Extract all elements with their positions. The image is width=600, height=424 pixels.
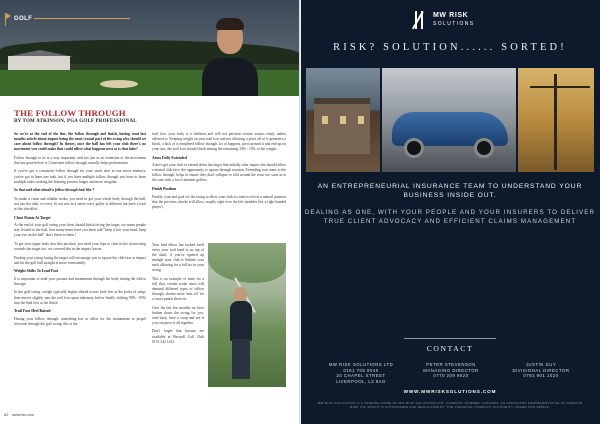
ad-photo-strip [306, 68, 594, 172]
article-paragraph: Follow through to us is a very important, and not just as an extension of the movement that has gone before it. Consistent follow through actually helps performance. [14, 155, 146, 165]
article-byline: BY TOM ATKINSON, PGA GOLF PROFESSIONAL [14, 119, 137, 124]
article-column-1 [14, 132, 146, 330]
golfer-legs [232, 339, 250, 379]
contact-line: JUSTIN GUY [525, 362, 557, 367]
author-portrait [200, 12, 260, 96]
golfer-body [230, 301, 252, 341]
article-paragraph: Your lead elbow has tucked itself every your trail hand is on top of the shaft, if you've opened up enough your club is behind your neck allowing for a full arc in your swing. [152, 243, 204, 273]
contact-line: LIVERPOOL, L3 9AG [336, 378, 386, 384]
contact-line: 0792 901 1020 [523, 373, 559, 379]
article-paragraph: Finding your swing facing the target will encourage you to square the club face at impact and hit the golf ball straight is more consistently. [14, 255, 146, 265]
contact-managing-director [408, 362, 494, 379]
building-photo [306, 68, 380, 172]
contact-line: 0770 209 9620 [433, 373, 469, 379]
building-window [358, 116, 364, 124]
author-jacket [202, 58, 258, 96]
bunker [100, 80, 138, 88]
page-gutter [299, 0, 301, 424]
article-column-2 [152, 132, 286, 213]
car-photo [382, 68, 516, 172]
page-footer-site: www.fw.com [12, 412, 35, 417]
article-paragraph: trail foot, your body is a skeleton and will not perform certain actions easily unless allowed to. Keeping weight on your trail foot and not allowing a pivot off of it generates a block, a lack of a completed follow through, lot of happens, pivot around it and end up on your toes, the trail foot should finish aiming the remaining 10% - 15% of the weight. [152, 132, 286, 152]
article-intro: So we're at the end of the line, the follow through and finish, having read last months article about impact being the most crucial part of the swing why should we care about follow through? In theory, once the ball has left your club there's no movement you could make that could affect what happens next so is that false? [14, 132, 146, 152]
section-label [4, 12, 32, 26]
building-window [322, 116, 328, 124]
article-paragraph: It is important to send your posture and momentum through the body during the follow through. [14, 276, 146, 286]
website-link[interactable]: WWW.MWRISKSOLUTIONS.COM [403, 389, 497, 394]
article-paragraph: In the golf swing, weight typically begins shared across both feet at the point of setup, then moves slightly into the trail foot upon takeaway before finally shifting 90% - 95% into the lead foot at the finish. [14, 290, 146, 305]
golfer-head [234, 287, 247, 302]
swing-photo-trees [208, 243, 286, 283]
hero-photo [0, 0, 300, 96]
section-name: GOLF [14, 16, 33, 22]
article-paragraph: So that said what should a follow through look like ? [14, 188, 95, 193]
regulatory-fine-print: MW RISK SOLUTIONS IS A TRADING NAME OF MW RISK SOLUTIONS LTD. COMPANY NUMBER: 12533469. AN APPOINTED REPRESENTATIVE OF ARMOUR RISK LTD WHICH IS AUTHORISED AND REGULATED BY THE FINANCIAL CONDUCT AUTHORITY UNDER FRN 488408. [317, 401, 583, 409]
contact-line: MANAGING DIRECTOR [423, 367, 479, 373]
building-window [340, 116, 346, 124]
article-paragraph: Don't forget that lessons are available at Heswall Golf Club 0151 342 1431. [152, 329, 204, 344]
building-facade [314, 98, 370, 154]
article-paragraph: This is an example of mine for a full shot, certain scalar shots will demand different types of follow through, shorter more 'arm off' for a lower punch shots etc. [152, 276, 204, 302]
article-paragraph: To get your upper body into this position, you need your hips to clear in the downswing towards the target too, we covered this in the impact lesson. [14, 241, 146, 251]
contact-line: 0151 705 9040 [343, 367, 379, 373]
article-subheading: Arms Fully Extended [152, 155, 187, 160]
golf-flag-icon [4, 13, 11, 26]
golf-swing-photo [208, 243, 286, 387]
brand-logo [413, 8, 493, 34]
contact-line: DIVISIONAL DIRECTOR [512, 367, 570, 373]
car-wheel [474, 138, 494, 158]
article-column-2-continued [152, 243, 204, 348]
brand-name: MW RISK [433, 12, 469, 19]
contact-rule [404, 338, 496, 339]
logo-mark [413, 11, 431, 29]
article-subheading: Finish Position [152, 187, 177, 192]
article-header [14, 108, 286, 124]
contact-line: PETER STEVENSON [426, 362, 476, 367]
author-hair [216, 18, 244, 30]
article-subheading: Weight Shifts To Lead Foot [14, 269, 59, 274]
construction-photo [518, 68, 594, 172]
article-paragraph: Over the last few months we have broken down the swing for you, read back, have a swap and see if you can piece it all together. [152, 305, 204, 325]
car-wheel [404, 138, 424, 158]
article-paragraph: To make a clean and reliable strike, you need to get your whole body through the ball, not just the club, so every fit out sets in a sense every golfer is different but have a look at this checklist: [14, 196, 146, 211]
article-paragraph: Aim to get your club to extend down the target line initially after impact this should allow a neutral club face, the opportunity to square through rotation. Extending your arms to the follow through, helps to ensure they don't collapse or fold around the torso too soon as is the case with a lot of amateur golfers. [152, 163, 286, 183]
contact-company [318, 362, 404, 384]
contact-line: 20 CHAPEL STREET [336, 373, 386, 379]
section-rule [34, 18, 130, 19]
ad-tagline: RISK? SOLUTION...... SORTED! [333, 42, 567, 53]
ad-subline: DEALING AS ONE, WITH YOUR PEOPLE AND YOUR INSURERS TO DELIVER TRUE CLIENT ADVOCACY AND EFFICIENT CLAIMS MANAGEMENT [304, 209, 596, 225]
article-paragraph: If you've got a consistent follow through for your stock shot in one move memory, you've got to learn one task, but if you have multiple follow through you have to learn multiple tasks, making the learning process longer and more irregular. [14, 169, 146, 184]
article-subheading: Chest Points At Target [14, 215, 51, 220]
contact-divisional-director [498, 362, 584, 379]
article-paragraph: At the end of your golf swing your chest should finish facing the target, too many people stay fixated to the ball, how many times have you been told "keep it low your head, keep your eye on the ball" don't listen to them ! [14, 223, 146, 238]
contact-heading: CONTACT [426, 344, 474, 353]
article-title: THE FOLLOW THROUGH [14, 108, 126, 118]
brand-subname: SOLUTIONS [433, 21, 475, 27]
crane-jib [530, 86, 590, 88]
contact-line: MW RISK SOLUTIONS LTD [328, 362, 394, 367]
article-subheading: Trail Foot Heel Raised [14, 309, 51, 314]
crane-mast [554, 74, 557, 170]
article-paragraph: Finally, your end goal for the swing to allow your club to come to rest in a natural position that the previous checks will allow, usually right over the left shoulder (for a right handed player). [152, 194, 286, 209]
article-paragraph: During your follow through, something has to allow for the momentum to propel forwards through the golf swing, this is the [14, 316, 146, 326]
ad-headline: AN ENTREPRENEURIAL INSURANCE TEAM TO UNDERSTAND YOUR BUSINESS INSIDE OUT. [317, 183, 583, 199]
advert-page [300, 0, 600, 424]
page-number: 62 [4, 412, 9, 417]
